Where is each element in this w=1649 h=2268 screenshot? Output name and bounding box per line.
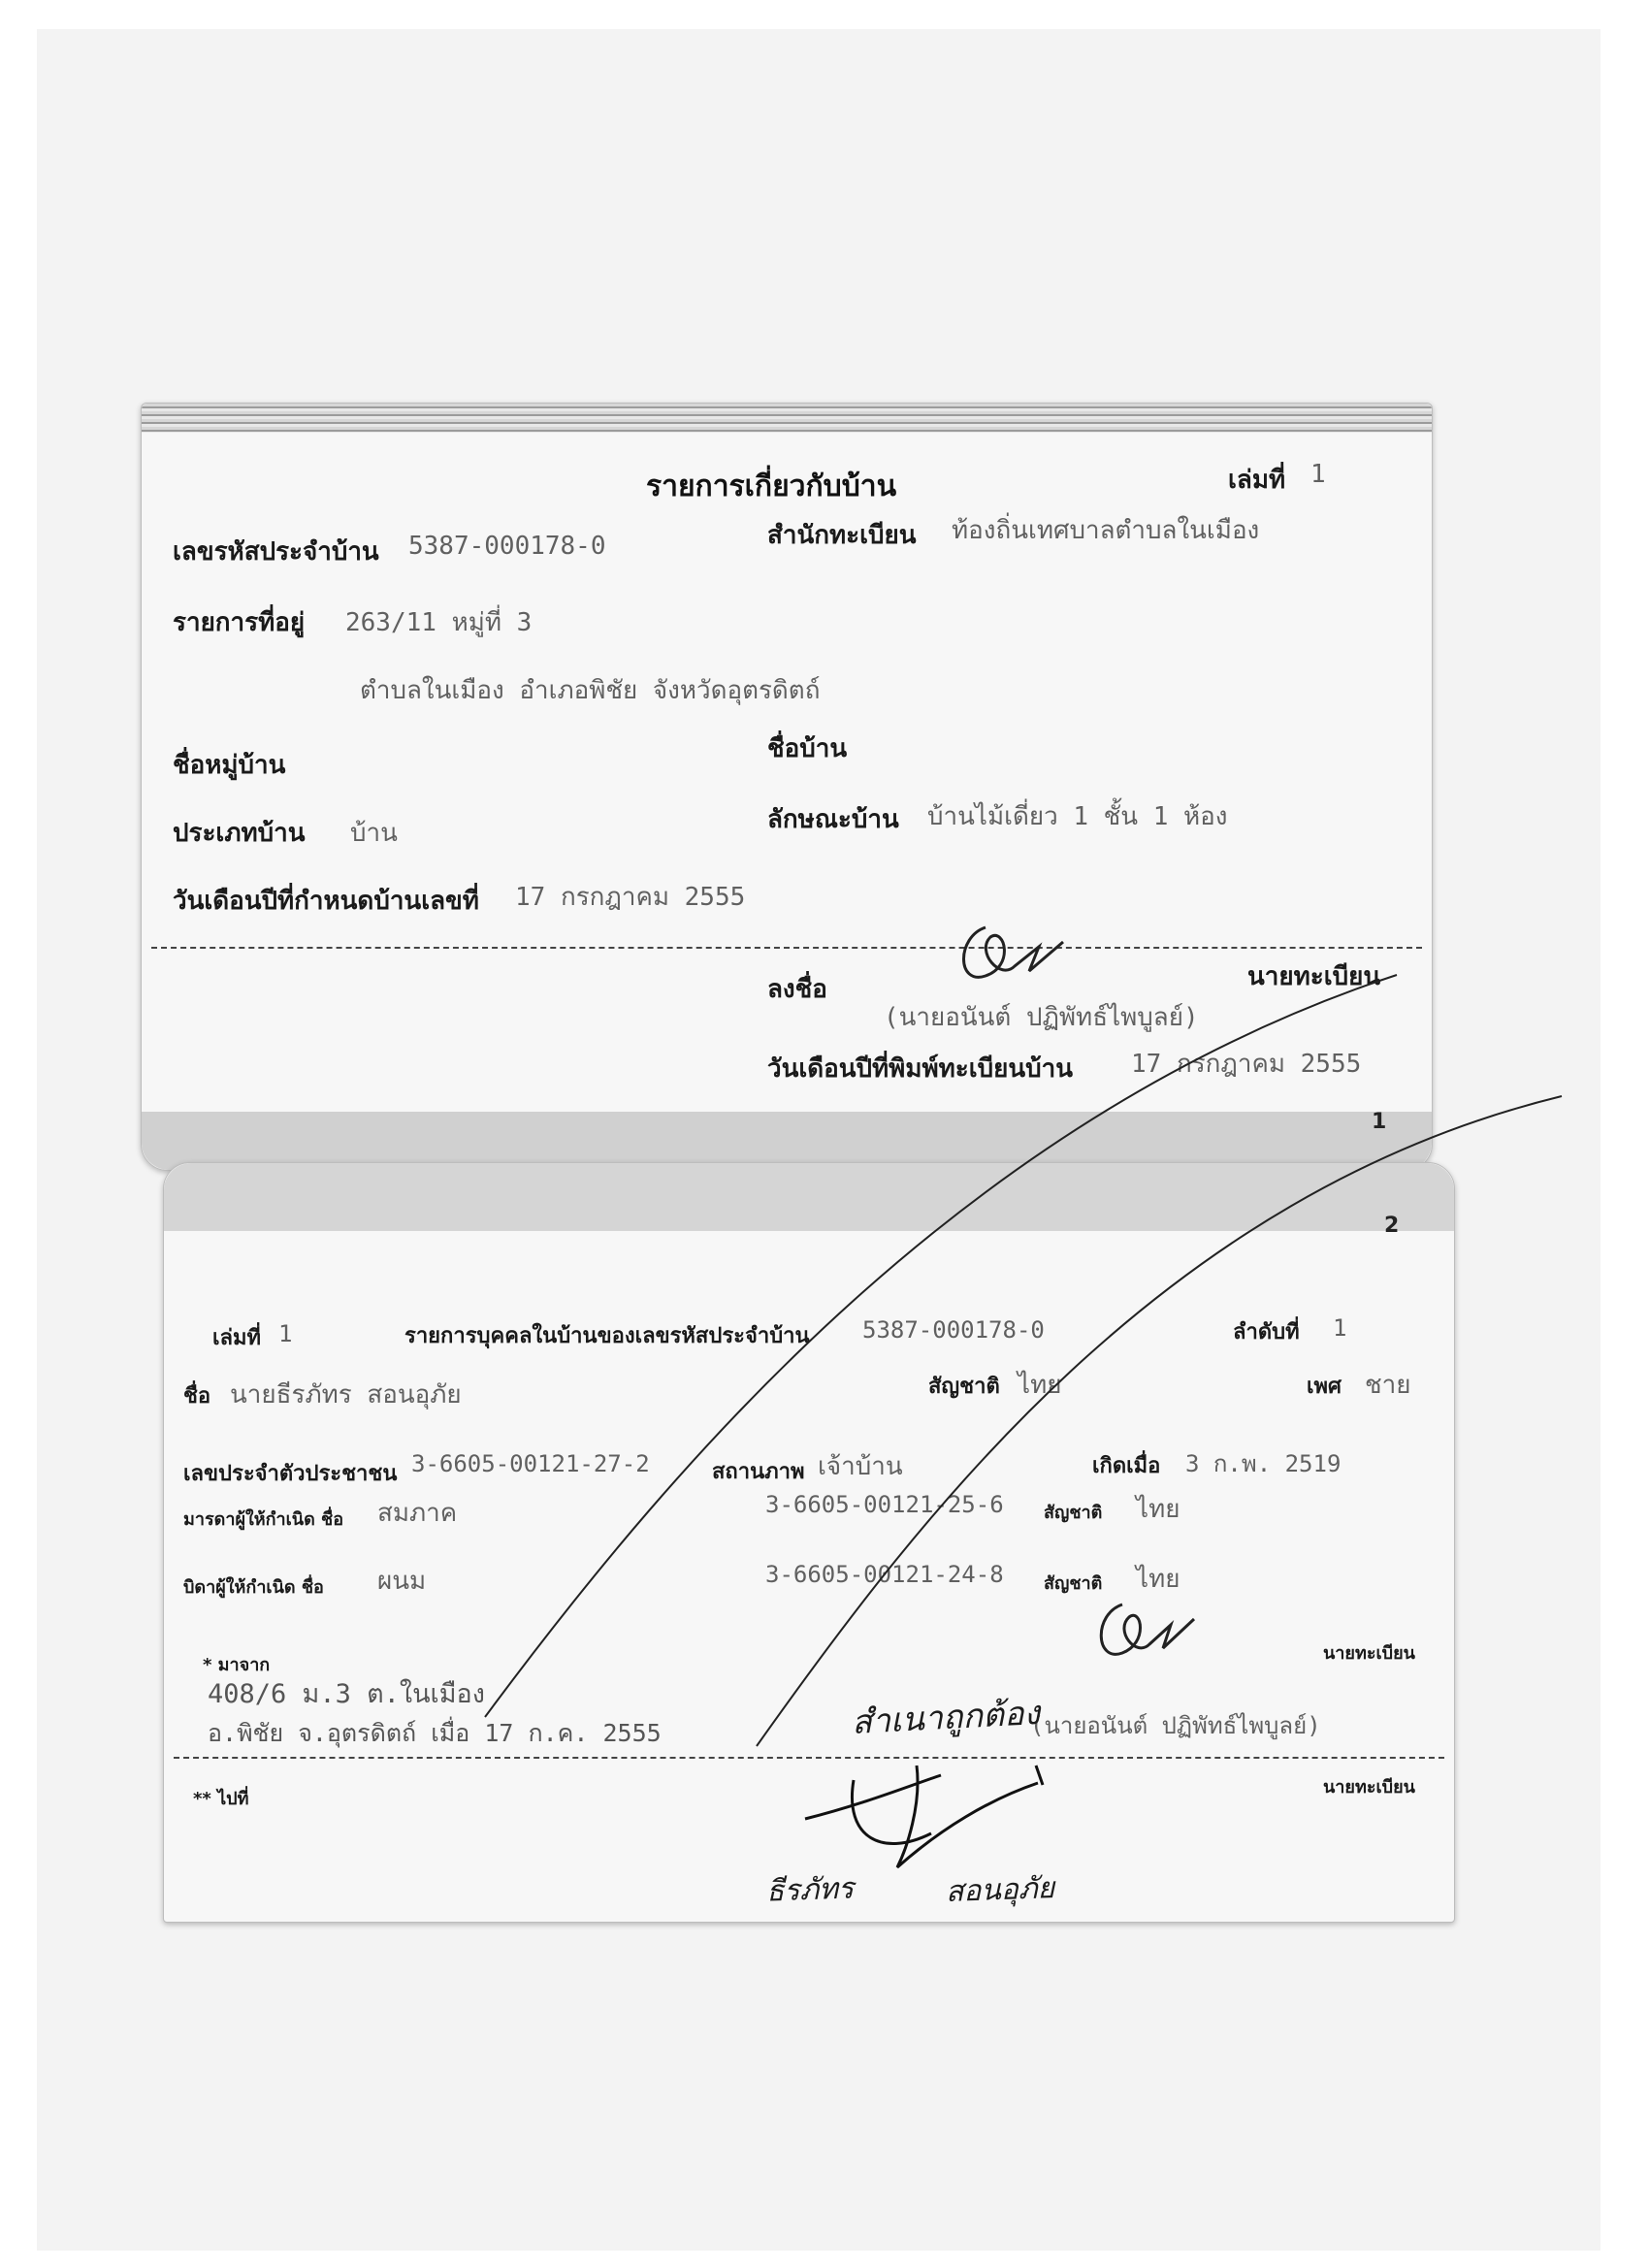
father-name: ผนม bbox=[377, 1567, 427, 1596]
status-value: เจ้าบ้าน bbox=[818, 1452, 903, 1481]
father-nationality-value: ไทย bbox=[1136, 1565, 1180, 1594]
address-line1: 263/11 หมู่ที่ 3 bbox=[345, 608, 533, 637]
moved-from-line2: อ.พิชัย จ.อุตรดิตถ์ เมื่อ 17 ก.ค. 2555 bbox=[208, 1719, 662, 1747]
nationality-label: สัญชาติ bbox=[928, 1375, 1000, 1399]
mother-nationality-label: สัญชาติ bbox=[1044, 1503, 1103, 1523]
name-label: ชื่อ bbox=[183, 1384, 211, 1409]
book-no-label: เล่มที่ bbox=[1228, 466, 1286, 495]
born-label: เกิดเมื่อ bbox=[1092, 1454, 1161, 1478]
father-label: บิดาผู้ให้กำเนิด ชื่อ bbox=[183, 1577, 324, 1598]
book-no-value: 1 bbox=[278, 1320, 293, 1347]
registrar-title: นายทะเบียน bbox=[1247, 962, 1381, 991]
sign-label: ลงชื่อ bbox=[767, 975, 827, 1004]
owner-signature-firstname: ธีรภัทร bbox=[765, 1871, 855, 1909]
house-type-label: ประเภทบ้าน bbox=[173, 819, 306, 848]
assigned-date-label: วันเดือนปีที่กำหนดบ้านเลขที่ bbox=[173, 887, 479, 916]
house-code-value: 5387-000178-0 bbox=[408, 532, 606, 561]
registrar-name: (นายอนันต์ ปฏิพัทธ์ไพบูลย์) bbox=[884, 1003, 1199, 1032]
registrar-title: นายทะเบียน bbox=[1323, 1643, 1415, 1664]
print-date-label: วันเดือนปีที่พิมพ์ทะเบียนบ้าน bbox=[767, 1054, 1073, 1084]
book-no-value: 1 bbox=[1310, 460, 1326, 489]
house-style-value: บ้านไม้เดี่ยว 1 ชั้น 1 ห้อง bbox=[927, 802, 1228, 831]
mother-id: 3-6605-00121-25-6 bbox=[765, 1491, 1004, 1518]
moved-from-label: * มาจาก bbox=[203, 1655, 271, 1675]
registrar-name: (นายอนันต์ ปฏิพัทธ์ไพบูลย์) bbox=[1030, 1712, 1321, 1739]
father-id: 3-6605-00121-24-8 bbox=[765, 1561, 1004, 1588]
house-code-label: เลขรหัสประจำบ้าน bbox=[173, 537, 379, 567]
order-label: ลำดับที่ bbox=[1233, 1320, 1300, 1345]
house-type-value: บ้าน bbox=[350, 819, 398, 848]
citizen-id-label: เลขประจำตัวประชาชน bbox=[183, 1462, 398, 1486]
moved-from-line1: 408/6 ม.3 ต.ในเมือง bbox=[208, 1679, 485, 1709]
moved-to-label: ** ไปที่ bbox=[193, 1789, 249, 1809]
address-label: รายการที่อยู่ bbox=[173, 608, 306, 637]
assigned-date-value: 17 กรกฎาคม 2555 bbox=[515, 883, 746, 912]
house-code-value: 5387-000178-0 bbox=[862, 1316, 1045, 1344]
book-no-label: เล่มที่ bbox=[212, 1326, 262, 1350]
registrar-office-value: ท้องถิ่นเทศบาลตำบลในเมือง bbox=[952, 516, 1260, 545]
sex-label: เพศ bbox=[1307, 1375, 1342, 1399]
house-style-label: ลักษณะบ้าน bbox=[767, 805, 899, 834]
registrar-title-2: นายทะเบียน bbox=[1323, 1777, 1415, 1798]
village-name-label: ชื่อหมู่บ้าน bbox=[173, 751, 286, 780]
nationality-value: ไทย bbox=[1018, 1371, 1062, 1400]
page-title: รายการเกี่ยวกับบ้าน bbox=[646, 470, 897, 503]
certified-copy-handwriting: สำเนาถูกต้อง bbox=[851, 1693, 1042, 1743]
father-nationality-label: สัญชาติ bbox=[1044, 1573, 1103, 1594]
mother-label: มารดาผู้ให้กำเนิด ชื่อ bbox=[183, 1509, 344, 1530]
sex-value: ชาย bbox=[1365, 1371, 1411, 1400]
page-number: 1 bbox=[1372, 1110, 1387, 1134]
status-label: สถานภาพ bbox=[712, 1460, 805, 1484]
registrar-office-label: สำนักทะเบียน bbox=[767, 521, 917, 550]
print-date-value: 17 กรกฎาคม 2555 bbox=[1131, 1050, 1362, 1079]
name-value: นายธีรภัทร สอนอุภัย bbox=[230, 1380, 462, 1409]
mother-nationality-value: ไทย bbox=[1136, 1495, 1180, 1524]
mother-name: สมภาค bbox=[377, 1499, 458, 1528]
born-value: 3 ก.พ. 2519 bbox=[1185, 1450, 1342, 1477]
page-number: 2 bbox=[1384, 1214, 1400, 1238]
house-name-label: ชื่อบ้าน bbox=[767, 734, 848, 763]
citizen-id-value: 3-6605-00121-27-2 bbox=[411, 1450, 650, 1477]
order-value: 1 bbox=[1333, 1314, 1347, 1342]
owner-signature-lastname: สอนอุภัย bbox=[945, 1871, 1055, 1909]
address-line2: ตำบลในเมือง อำเภอพิชัย จังหวัดอุตรดิตถ์ bbox=[360, 676, 821, 705]
resident-header: รายการบุคคลในบ้านของเลขรหัสประจำบ้าน bbox=[404, 1324, 810, 1348]
